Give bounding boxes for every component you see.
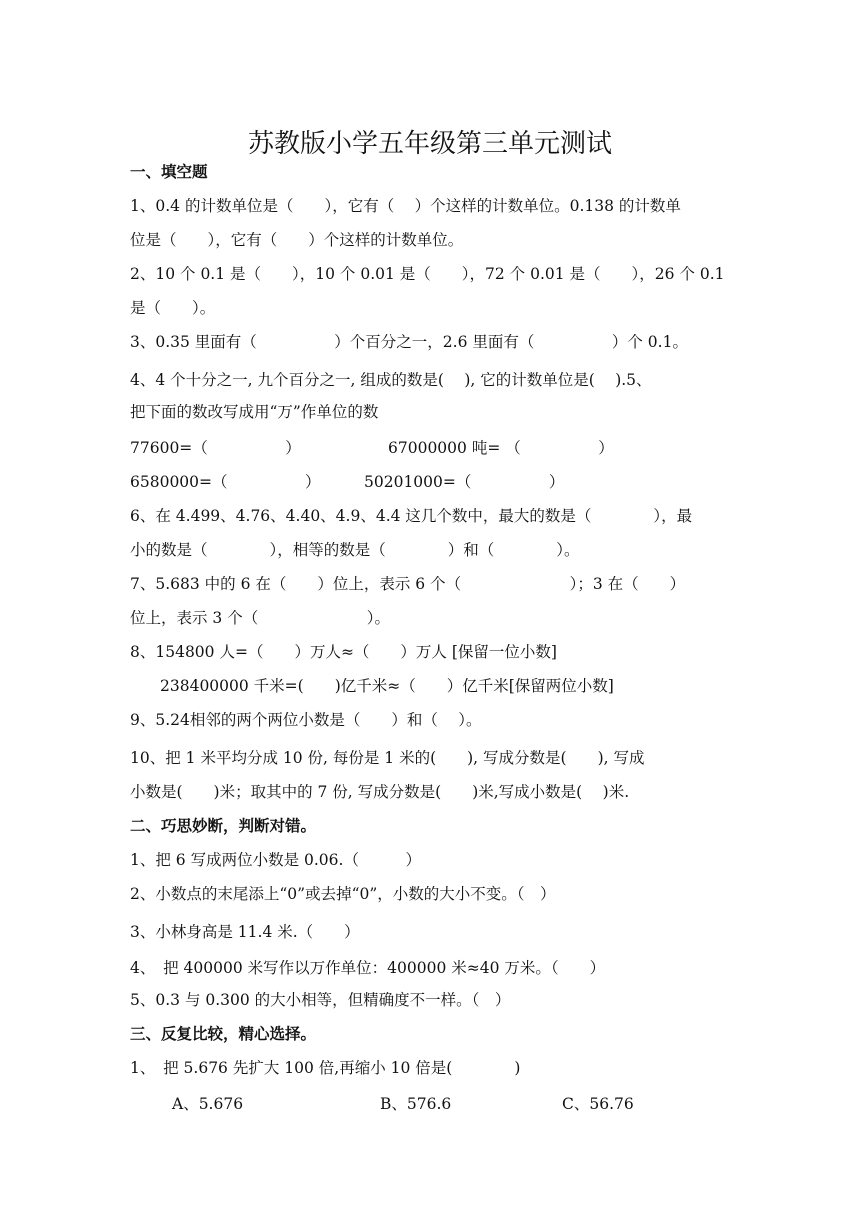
section-heading-fill: 一、填空题 bbox=[130, 163, 208, 181]
conversion-item: 67000000 吨= （ ） bbox=[388, 439, 614, 457]
choice-question: 1、 把 5.676 先扩大 100 倍,再缩小 10 倍是( ) bbox=[130, 1059, 521, 1077]
question-line: 9、5.24相邻的两个两位小数是（ ）和（ ）。 bbox=[130, 711, 482, 729]
judge-item: 1、把 6 写成两位小数是 0.06.（ ） bbox=[130, 851, 421, 869]
page-title: 苏教版小学五年级第三单元测试 bbox=[247, 129, 612, 159]
section-heading-judge: 二、巧思妙断，判断对错。 bbox=[130, 817, 317, 835]
question-line: 把下面的数改写成用“万”作单位的数 bbox=[130, 403, 379, 421]
choice-option-c: C、56.76 bbox=[562, 1095, 634, 1113]
judge-item: 2、小数点的末尾添上“0”或去掉“0”，小数的大小不变。（ ） bbox=[130, 885, 556, 903]
judge-item: 4、 把 400000 米写作以万作单位：400000 米≈40 万米。（ ） bbox=[130, 959, 606, 977]
question-line: 3、0.35 里面有（ ）个百分之一，2.6 里面有（ ）个 0.1。 bbox=[130, 333, 688, 351]
question-line: 位上，表示 3 个（ ）。 bbox=[130, 609, 390, 627]
judge-item: 5、0.3 与 0.300 的大小相等，但精确度不一样。（ ） bbox=[130, 991, 511, 1009]
section-heading-choice: 三、反复比较，精心选择。 bbox=[130, 1025, 317, 1043]
conversion-item: 77600=（ ） bbox=[130, 439, 301, 457]
question-line: 位是（ ），它有（ ）个这样的计数单位。 bbox=[130, 231, 464, 249]
question-line: 是（ ）。 bbox=[130, 299, 216, 317]
question-line: 1、0.4 的计数单位是（ ），它有（ ）个这样的计数单位。0.138 的计数单 bbox=[130, 197, 681, 215]
question-line: 小数是( )米；取其中的 7 份, 写成分数是( )米,写成小数是( )米. bbox=[130, 783, 630, 801]
question-line: 8、154800 人=（ ）万人≈（ ）万人 [保留一位小数] bbox=[130, 643, 557, 661]
question-line: 小的数是（ ），相等的数是（ ）和（ ）。 bbox=[130, 541, 580, 559]
question-line: 2、10 个 0.1 是（ ），10 个 0.01 是（ ），72 个 0.01 是（ ），26 个 0.1 bbox=[130, 265, 725, 283]
question-line: 6、在 4.499、4.76、4.40、4.9、4.4 这几个数中，最大的数是（ ），最 bbox=[130, 507, 693, 525]
conversion-item: 6580000=（ ） bbox=[130, 473, 321, 491]
choice-option-b: B、576.6 bbox=[380, 1095, 452, 1113]
question-line: 4、4 个十分之一, 九个百分之一, 组成的数是( ), 它的计数单位是( ).5、 bbox=[130, 371, 652, 389]
question-line: 238400000 千米=( )亿千米≈（ ）亿千米[保留两位小数] bbox=[160, 677, 614, 695]
choice-option-a: A、5.676 bbox=[172, 1095, 244, 1113]
question-line: 10、把 1 米平均分成 10 份, 每份是 1 米的( ), 写成分数是( ), 写成 bbox=[130, 749, 645, 767]
judge-item: 3、小林身高是 11.4 米.（ ） bbox=[130, 923, 360, 941]
question-line: 7、5.683 中的 6 在（ ）位上，表示 6 个（ ）；3 在（ ） bbox=[130, 575, 686, 593]
conversion-item: 50201000=（ ） bbox=[364, 473, 565, 491]
